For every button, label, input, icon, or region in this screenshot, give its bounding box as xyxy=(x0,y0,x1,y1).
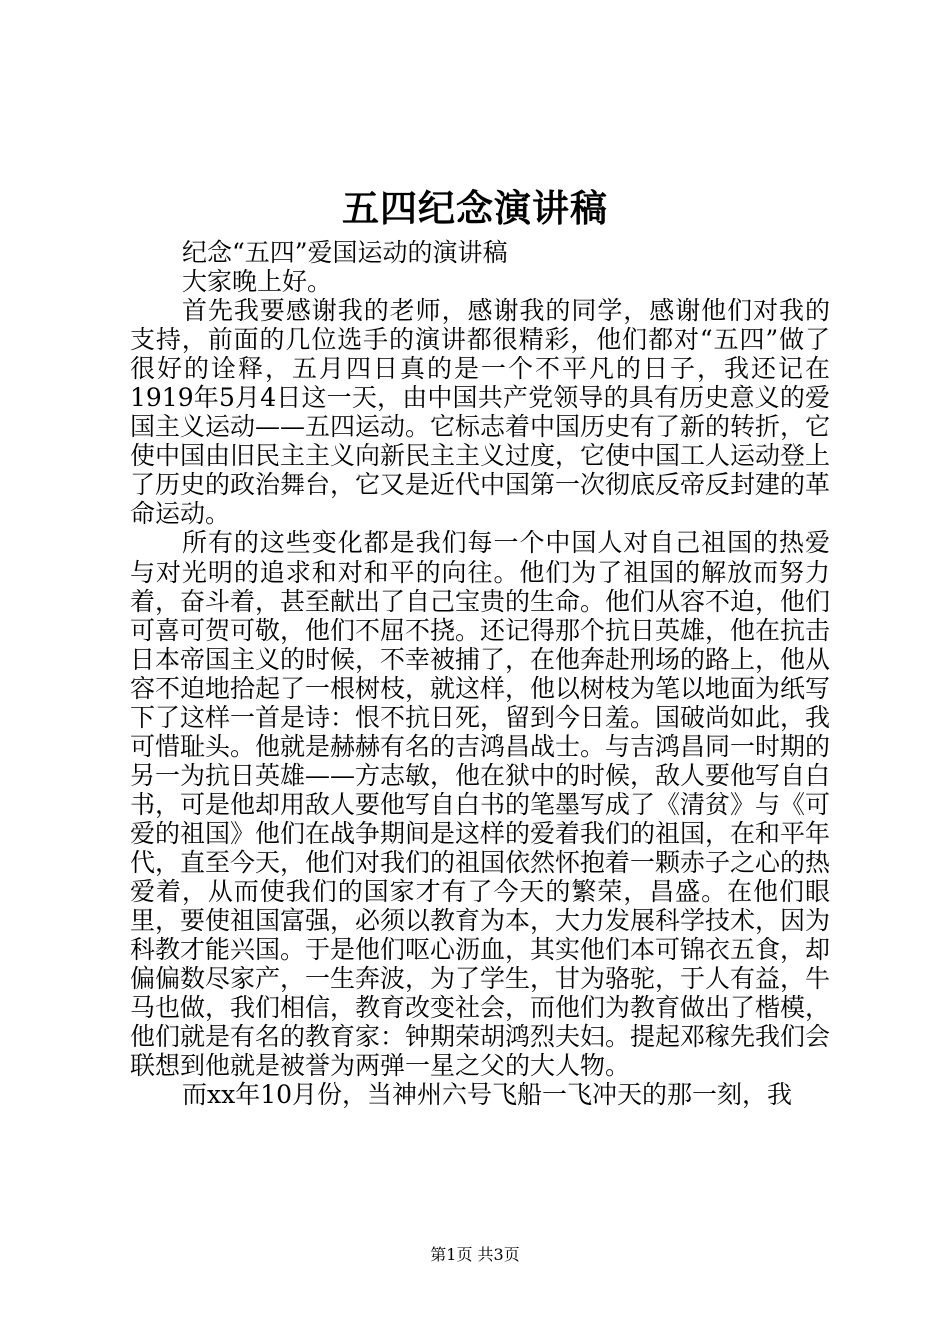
page-number-footer: 第1页 共3页 xyxy=(430,1245,520,1264)
body-paragraph: 而xx年10月份，当神州六号飞船一飞冲天的那一刻，我 xyxy=(182,1080,793,1110)
body-paragraph: 首先我要感谢我的老师，感谢我的同学，感谢他们对我的支持，前面的几位选手的演讲都很精彩，他们都对“五四”做了很好的诠释，五月四日真的是一个不平凡的日子，我还记在1919年5月4日这一天，由中国共产党领导的具有历史意义的爱国主义运动——五四运动。它标志着中国历史有了新的转折，它使中国由旧民主主义向新民主主义过度，它使中国工人运动登上了历史的政治舞台，它又是近代中国第一次彻底反帝反封建的革命运动。 xyxy=(130,296,831,529)
page-title: 五四纪念演讲稿 xyxy=(342,186,608,230)
greeting-paragraph: 大家晚上好。 xyxy=(182,267,333,297)
document-body xyxy=(130,238,830,1109)
subtitle-paragraph: 纪念“五四”爱国运动的演讲稿 xyxy=(182,238,508,267)
body-paragraph: 所有的这些变化都是我们每一个中国人对自己祖国的热爱与对光明的追求和对和平的向往。他们为了祖国的解放而努力着，奋斗着，甚至献出了自己宝贵的生命。他们从容不迫，他们可喜可贺可敬，他们不屈不挠。还记得那个抗日英雄，他在抗击日本帝国主义的时候，不幸被捕了，在他奔赴刑场的路上，他从容不迫地拾起了一根树枝，就这样，他以树枝为笔以地面为纸写下了这样一首是诗：恨不抗日死，留到今日羞。国破尚如此，我可惜耻头。他就是赫赫有名的吉鸿昌战士。与吉鸿昌同一时期的另一为抗日英雄——方志敏，他在狱中的时候，敌人要他写自白书，可是他却用敌人要他写自白书的笔墨写成了《清贫》与《可爱的祖国》他们在战争期间是这样的爱着我们的祖国，在和平年代，直至今天，他们对我们的祖国依然怀抱着一颗赤子之心的热爱着，从而使我们的国家才有了今天的繁荣，昌盛。在他们眼里，要使祖国富强，必须以教育为本，大力发展科学技术，因为科教才能兴国。于是他们呕心沥血，其实他们本可锦衣五食，却偏偏数尽家产，一生奔波，为了学生，甘为骆驼，于人有益，牛马也做，我们相信，教育改变社会，而他们为教育做出了楷模，他们就是有名的教育家：钟期荣胡鸿烈夫妇。提起邓稼先我们会联想到他就是被誉为两弹一星之父的大人物。 xyxy=(130,528,831,1081)
